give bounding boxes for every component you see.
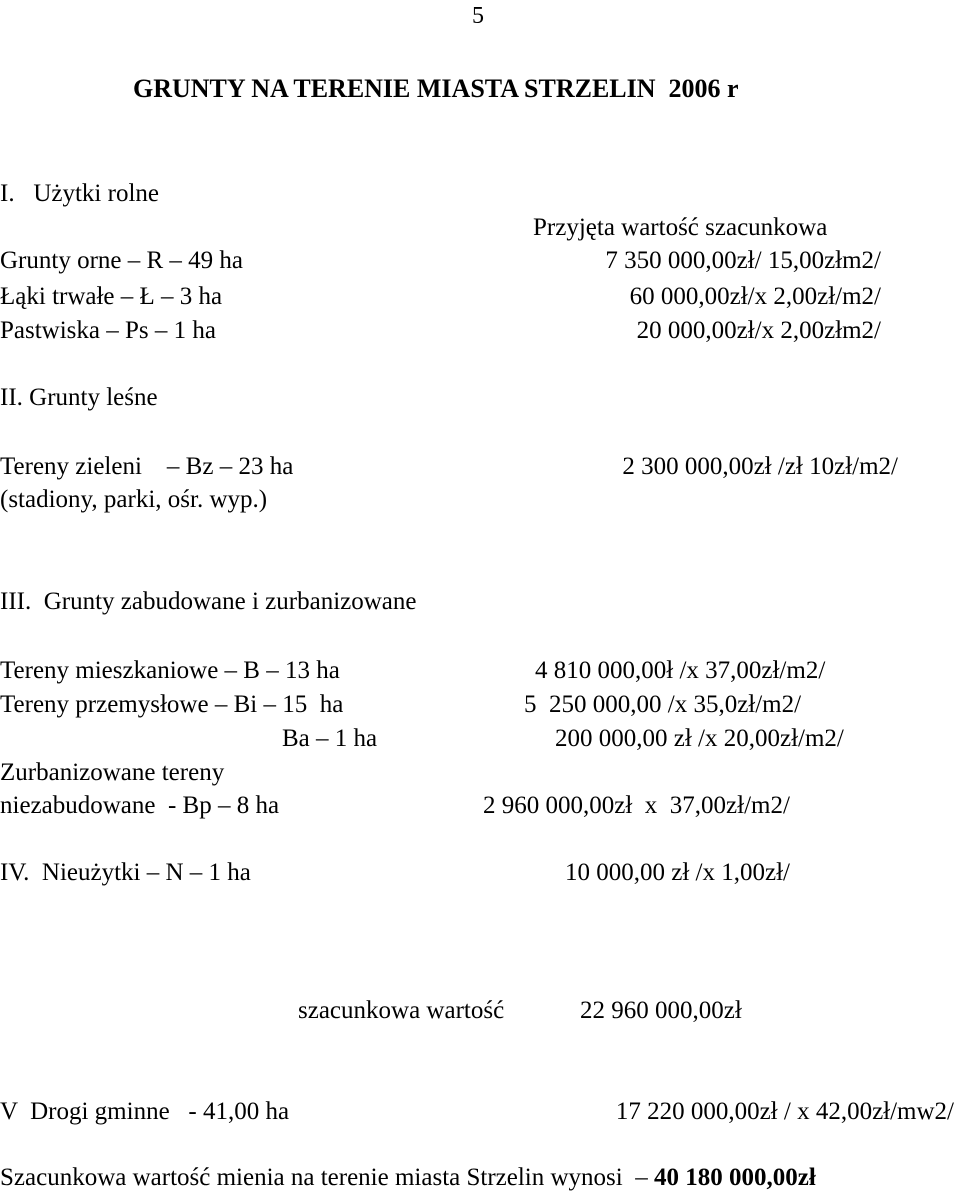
section-4-row: IV. Nieużytki – N – 1 ha: [0, 859, 251, 886]
row-value: 5 250 000,00 /x 35,0zł/m2/: [524, 691, 802, 718]
row-note: (stadiony, parki, ośr. wyp.): [0, 486, 268, 513]
row-value: 17 220 000,00zł / x 42,00zł/mw2/: [615, 1098, 954, 1125]
total-line: [0, 1165, 816, 1190]
row-label: Ba – 1 ha: [282, 725, 378, 752]
row-label: Tereny przemysłowe – Bi – 15 ha: [0, 691, 344, 718]
subtotal-value: 22 960 000,00zł: [580, 997, 742, 1024]
total-value: 40 180 000,00zł: [653, 1164, 816, 1191]
page-title: GRUNTY NA TERENIE MIASTA STRZELIN 2006 r: [133, 74, 739, 103]
row-value: 2 960 000,00zł x 37,00zł/m2/: [483, 792, 790, 819]
row-label: Tereny mieszkaniowe – B – 13 ha: [0, 657, 340, 684]
subtotal-label: szacunkowa wartość: [298, 997, 505, 1024]
row-label: Tereny zieleni – Bz – 23 ha: [0, 453, 294, 480]
value-column-header: Przyjęta wartość szacunkowa: [533, 214, 828, 241]
row-label: Pastwiska – Ps – 1 ha: [0, 317, 216, 344]
row-value: 10 000,00 zł /x 1,00zł/: [565, 859, 790, 886]
row-label: Grunty orne – R – 49 ha: [0, 247, 244, 274]
row-value: 60 000,00zł/x 2,00zł/m2/: [629, 283, 881, 310]
row-value: 20 000,00zł/x 2,00złm2/: [636, 317, 881, 344]
row-label: Zurbanizowane tereny: [0, 759, 225, 786]
row-value: 2 300 000,00zł /zł 10zł/m2/: [622, 453, 898, 480]
row-label: Łąki trwałe – Ł – 3 ha: [0, 283, 223, 310]
row-value: 4 810 000,00ł /x 37,00zł/m2/: [535, 657, 826, 684]
total-label: Szacunkowa wartość mienia na terenie miasta Strzelin wynosi –: [0, 1164, 654, 1191]
page-number: 5: [472, 3, 484, 29]
row-value: 7 350 000,00zł/ 15,00złm2/: [605, 247, 881, 274]
row-value: 200 000,00 zł /x 20,00zł/m2/: [555, 725, 844, 752]
section-1-heading: I. Użytki rolne: [0, 180, 159, 207]
row-label: niezabudowane - Bp – 8 ha: [0, 792, 280, 819]
section-2-heading: II. Grunty leśne: [0, 384, 158, 411]
section-5-row: V Drogi gminne - 41,00 ha: [0, 1098, 290, 1125]
section-3-heading: III. Grunty zabudowane i zurbanizowane: [0, 588, 417, 615]
